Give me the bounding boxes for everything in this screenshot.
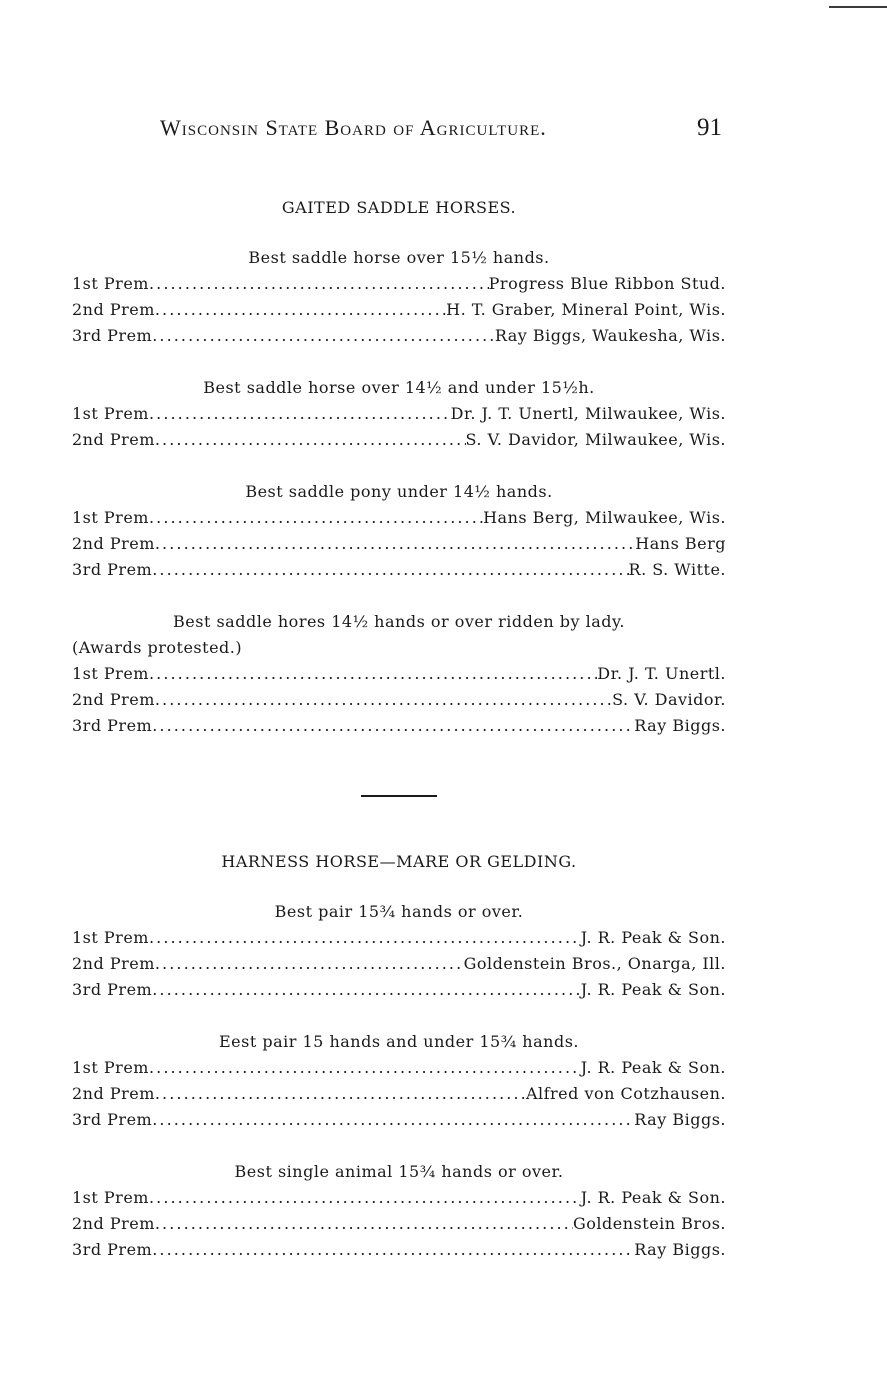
award-winner: R. S. Witte. [628,560,726,579]
award-winner: Ray Biggs. [634,716,726,735]
class-caption: Best saddle horse over 14½ and under 15½h. [203,378,595,397]
award-rank: 3rd Prem [72,560,153,579]
award-entry [72,1211,726,1237]
dot-leader [155,297,446,323]
dot-leader [149,661,597,687]
award-entry [72,297,726,323]
dot-leader [149,505,483,531]
award-rank: 2nd Prem [72,1214,155,1233]
dot-leader [149,1055,581,1081]
award-rank: 1st Prem [72,404,149,423]
dot-leader [149,925,581,951]
section-title: GAITED SADDLE HORSES. [281,198,517,217]
award-winner: Alfred von Cotzhausen. [525,1084,726,1103]
award-winner: Hans Berg, Milwaukee, Wis. [483,508,726,527]
award-winner: Ray Biggs, Waukesha, Wis. [494,326,726,345]
class-caption: Best pair 15¾ hands or over. [274,902,524,921]
award-rank: 3rd Prem [72,980,153,999]
running-head [160,114,722,144]
award-entry [72,951,726,977]
award-entry [72,401,726,427]
award-winner: Hans Berg [635,534,726,553]
award-rank: 2nd Prem [72,1084,155,1103]
class-caption: Best saddle pony under 14½ hands. [245,482,553,501]
dot-leader [152,977,581,1003]
award-rank: 2nd Prem [72,430,155,449]
dot-leader [149,1185,581,1211]
award-entry [72,1237,726,1263]
award-entry [72,505,726,531]
dot-leader [152,323,495,349]
award-rank: 2nd Prem [72,300,155,319]
dot-leader [155,427,466,453]
award-entry [72,977,726,1003]
section-title: HARNESS HORSE—MARE OR GELDING. [221,852,577,871]
award-winner: J. R. Peak & Son. [580,1058,726,1077]
award-winner: Goldenstein Bros., Onarga, Ill. [463,954,726,973]
class-caption: Best single animal 15¾ hands or over. [234,1162,564,1181]
award-rank: 3rd Prem [72,716,153,735]
award-entry [72,1185,726,1211]
award-rank: 1st Prem [72,664,149,683]
award-entry [72,1055,726,1081]
award-winner: J. R. Peak & Son. [580,1188,726,1207]
award-entry [72,687,726,713]
award-winner: S. V. Davidor, Milwaukee, Wis. [465,430,726,449]
dot-leader [155,1211,573,1237]
dot-leader [149,401,451,427]
running-title: Wisconsin State Board of Agriculture. [160,115,547,140]
award-entry [72,271,726,297]
page-edge-rule [829,0,887,8]
award-rank: 3rd Prem [72,1110,153,1129]
award-entry [72,323,726,349]
award-rank: 1st Prem [72,508,149,527]
award-winner: Dr. J. T. Unertl, Milwaukee, Wis. [450,404,726,423]
award-rank: 1st Prem [72,1058,149,1077]
award-winner: Progress Blue Ribbon Stud. [488,274,726,293]
dot-leader [152,1107,634,1133]
dot-leader [152,713,634,739]
class-note: (Awards protested.) [72,638,243,657]
dot-leader [155,951,464,977]
award-winner: Ray Biggs. [634,1240,726,1259]
award-entry [72,925,726,951]
page-number: 91 [697,114,722,141]
award-entry [72,557,726,583]
award-winner: Goldenstein Bros. [573,1214,726,1233]
award-entry [72,661,726,687]
award-winner: H. T. Graber, Mineral Point, Wis. [446,300,726,319]
divider-rule [361,795,437,797]
dot-leader [155,687,612,713]
award-entry [72,713,726,739]
award-entry [72,531,726,557]
class-caption: Best saddle hores 14½ hands or over ridden by lady. [173,612,625,631]
award-rank: 3rd Prem [72,326,153,345]
award-winner: S. V. Davidor. [612,690,726,709]
dot-leader [149,271,489,297]
award-rank: 2nd Prem [72,954,155,973]
award-entry [72,1107,726,1133]
award-entry [72,1081,726,1107]
section-divider [72,739,726,799]
award-rank: 2nd Prem [72,690,155,709]
award-rank: 1st Prem [72,274,149,293]
dot-leader [155,1081,526,1107]
class-caption: Best saddle horse over 15½ hands. [248,248,550,267]
award-winner: Ray Biggs. [634,1110,726,1129]
award-winner: J. R. Peak & Son. [580,980,726,999]
dot-leader [155,531,635,557]
award-entry [72,427,726,453]
award-rank: 1st Prem [72,1188,149,1207]
dot-leader [152,1237,634,1263]
award-rank: 2nd Prem [72,534,155,553]
award-winner: Dr. J. T. Unertl. [597,664,726,683]
class-caption: Eest pair 15 hands and under 15¾ hands. [218,1032,579,1051]
award-rank: 3rd Prem [72,1240,153,1259]
award-winner: J. R. Peak & Son. [580,928,726,947]
award-rank: 1st Prem [72,928,149,947]
page-body [72,195,726,1263]
dot-leader [152,557,628,583]
